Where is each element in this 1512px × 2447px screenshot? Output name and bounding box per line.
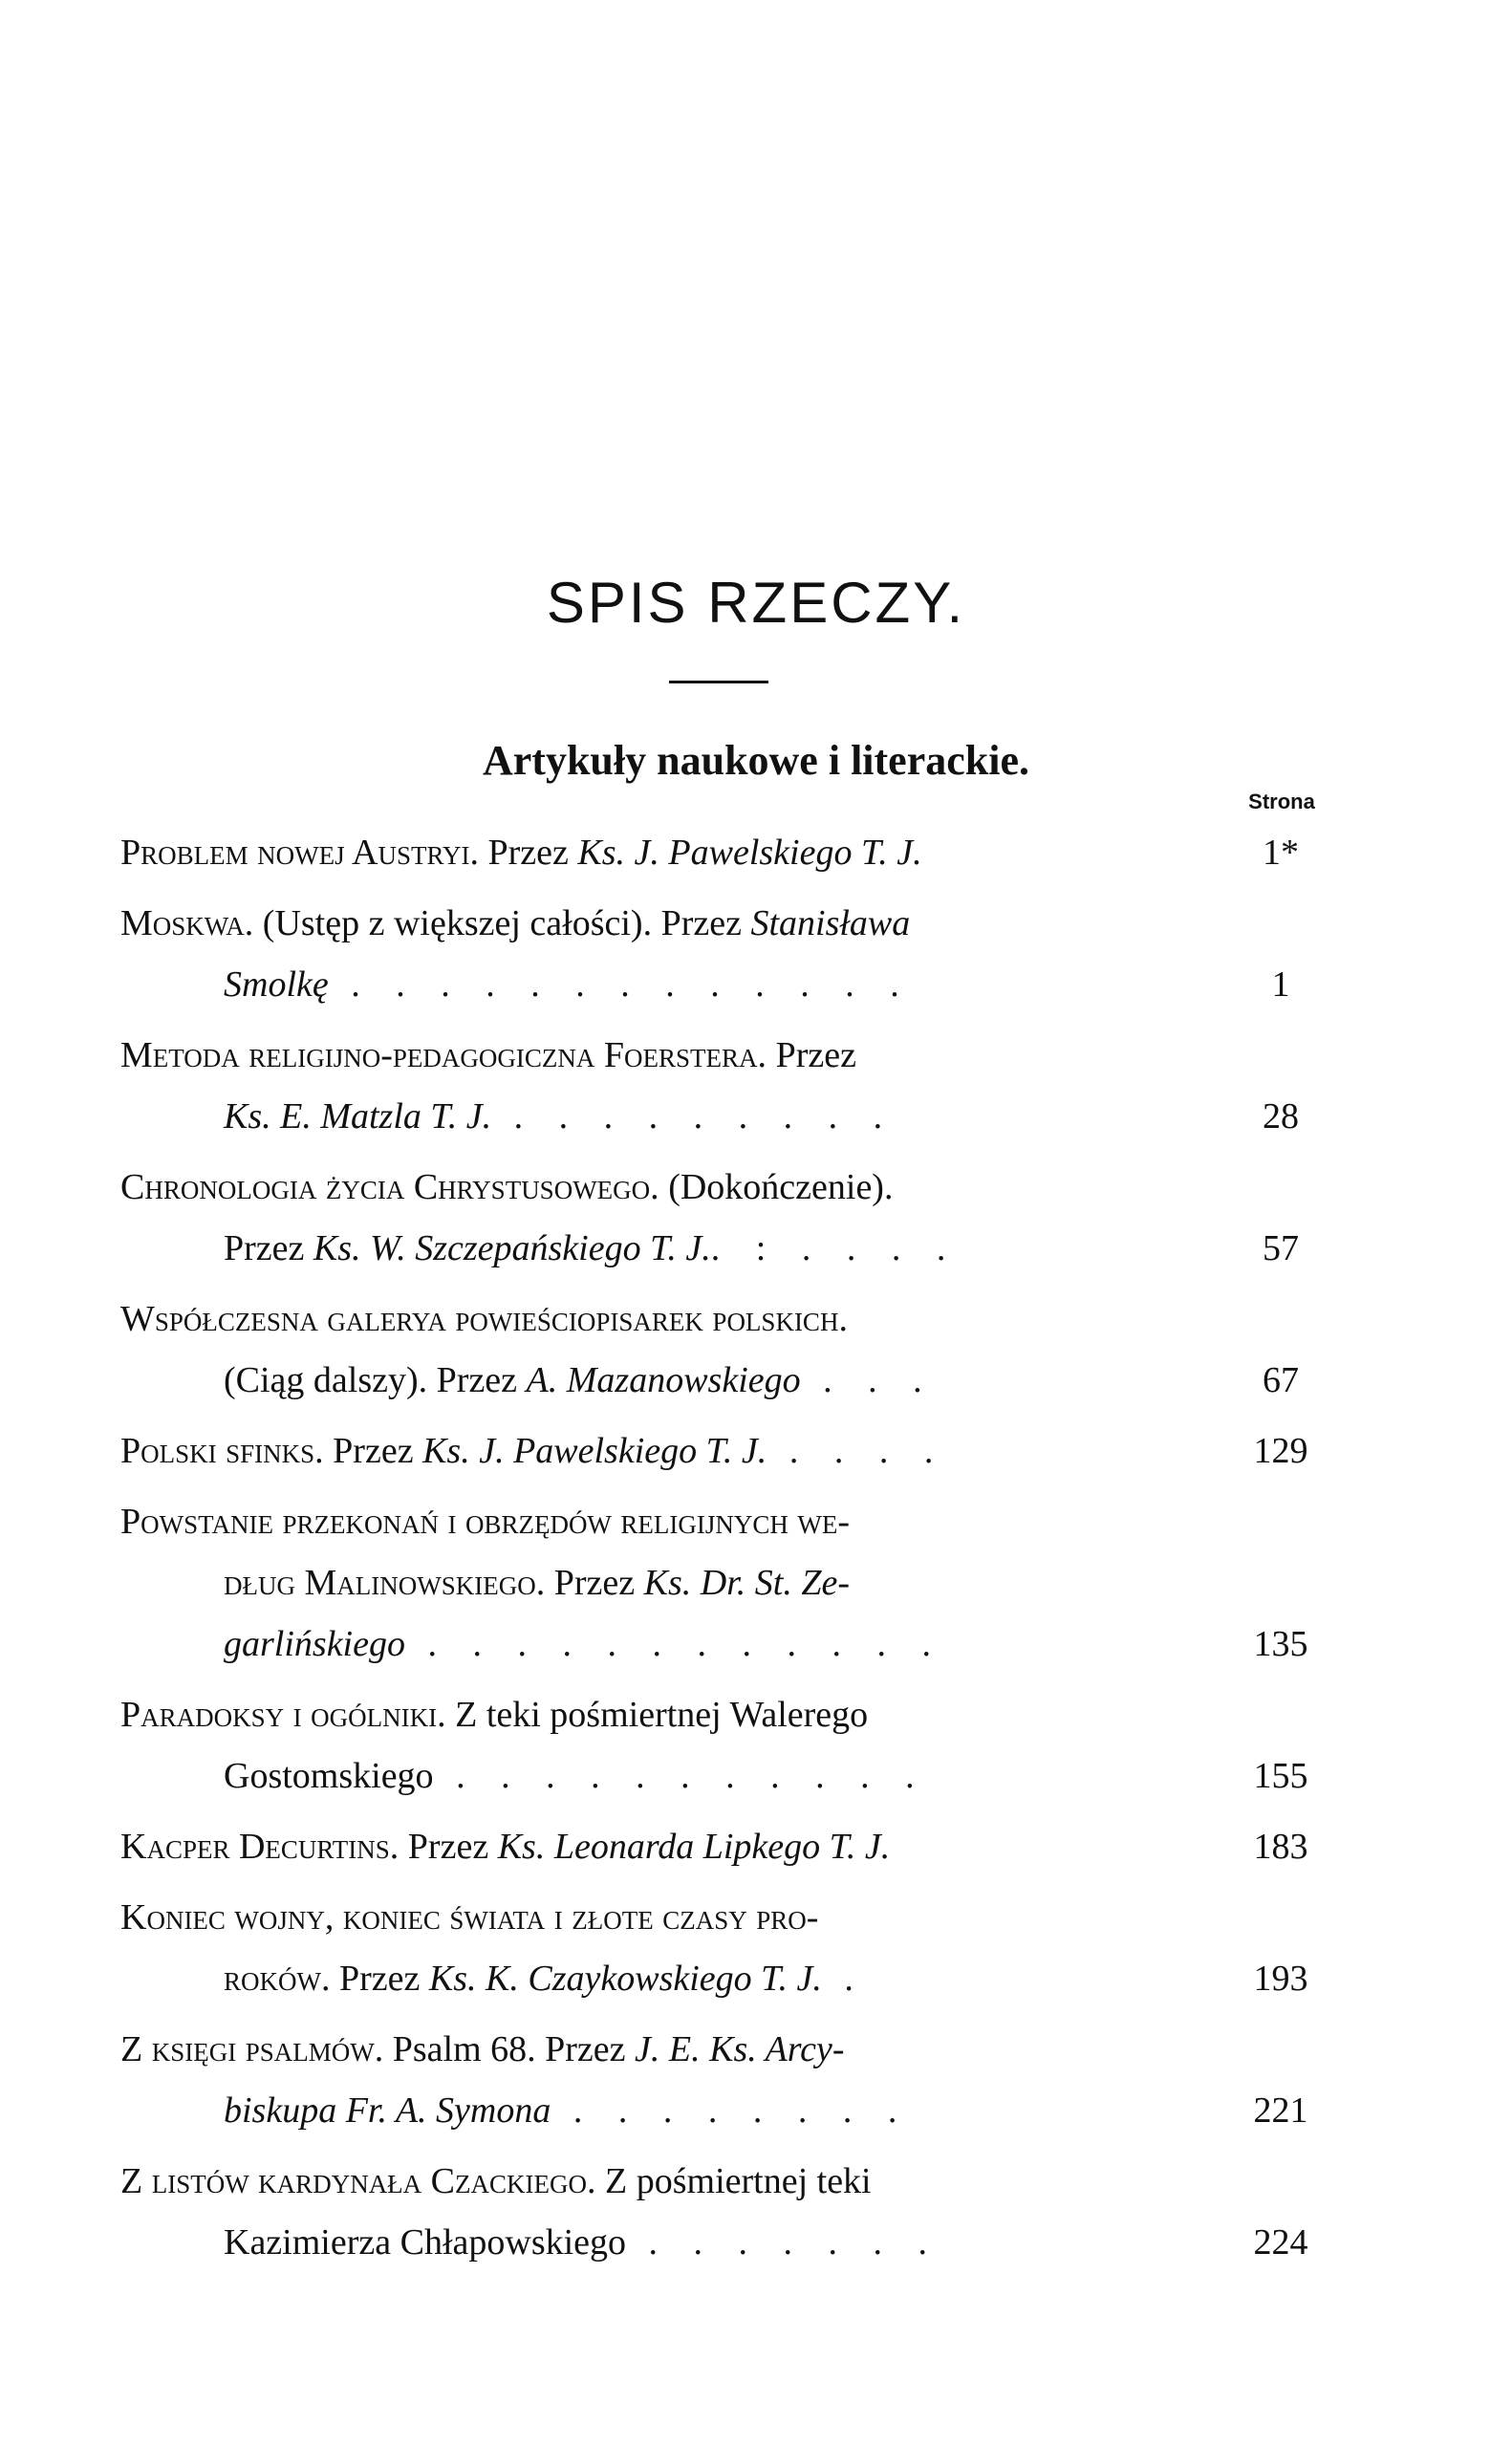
toc-page-number: 67 bbox=[1263, 1360, 1299, 1400]
toc-entry bbox=[120, 1288, 1105, 1411]
toc-entry-line bbox=[120, 1218, 1105, 1279]
toc-entry-line bbox=[120, 2019, 1105, 2080]
toc-entry-text: Przez bbox=[224, 1228, 313, 1268]
toc-entry-line bbox=[120, 1887, 1105, 1948]
toc-entry-line bbox=[120, 1288, 1105, 1350]
toc-entry-text: Psalm 68. Przez bbox=[383, 2029, 636, 2069]
toc-entry-text: Z teki pośmiertnej Walerego bbox=[445, 1695, 869, 1735]
toc-entry-text: Przez bbox=[323, 1431, 423, 1471]
toc-entry bbox=[120, 2151, 1105, 2273]
toc-entry-text: roków. bbox=[224, 1959, 331, 1999]
toc-entry-text: Z księgi psalmów. bbox=[120, 2029, 384, 2069]
toc-page-number: 57 bbox=[1263, 1228, 1299, 1268]
toc-page-number: 155 bbox=[1253, 1756, 1308, 1796]
toc-entry-text: J. E. Ks. Arcy- bbox=[635, 2029, 845, 2069]
dot-leader: . . . bbox=[800, 1360, 936, 1400]
toc-entry-text: Metoda religijno-pedagogiczna Foerstera. bbox=[120, 1035, 767, 1075]
toc-entry-line bbox=[120, 893, 1105, 954]
toc-entry bbox=[120, 2019, 1105, 2141]
toc-entry-text: Ks. E. Matzla T. J. bbox=[224, 1096, 492, 1137]
toc-entry-line bbox=[120, 1613, 1105, 1675]
dot-leader: . . . . bbox=[767, 1431, 947, 1471]
toc-entry-text: Problem nowej Austryi. bbox=[120, 833, 479, 873]
page-column-header: Strona bbox=[1248, 790, 1315, 813]
dot-leader: . . . . . . . . . . . bbox=[433, 1756, 928, 1796]
dot-leader: . . . . . . . . . bbox=[491, 1096, 896, 1137]
toc-entry-line bbox=[120, 2080, 1105, 2141]
toc-entry-text: (Dokończenie). bbox=[659, 1167, 894, 1207]
toc-entry-text: Moskwa. bbox=[120, 903, 254, 943]
toc-entry-text: Smolkę bbox=[224, 964, 329, 1005]
dot-leader: . . . . . . . . . . . . bbox=[404, 1624, 944, 1664]
toc-entry-text: Przez bbox=[479, 833, 578, 873]
toc-entry bbox=[120, 1816, 1105, 1877]
toc-entry bbox=[120, 1157, 1105, 1279]
toc-entry bbox=[120, 1684, 1105, 1807]
toc-entry-line bbox=[120, 1745, 1105, 1807]
toc-entry-text: Ks. K. Czaykowskiego T. J. bbox=[428, 1959, 822, 1999]
toc-entry bbox=[120, 1025, 1105, 1147]
toc-entry-text: Paradoksy i ogólniki. bbox=[120, 1695, 446, 1735]
dot-leader: . . . . . . . . bbox=[551, 2090, 911, 2131]
toc-entry bbox=[120, 1420, 1105, 1482]
toc-entry-line bbox=[120, 1025, 1105, 1086]
toc-entry-text: garlińskiego bbox=[224, 1624, 405, 1664]
page-title: SPIS RZECZY. bbox=[546, 571, 966, 635]
toc-entry-text: Ks. Dr. St. Ze- bbox=[643, 1563, 851, 1603]
toc-entry-text: Gostomskiego bbox=[224, 1756, 434, 1796]
toc-entry-text: Z listów kardynała Czackiego. bbox=[120, 2161, 596, 2201]
toc-entry-text: Koniec wojny, koniec świata i złote czasy pro- bbox=[120, 1897, 819, 1938]
toc-entry-line bbox=[120, 1816, 1105, 1877]
toc-entry-text: Z pośmiertnej teki bbox=[595, 2161, 872, 2201]
toc-entry-text: Przez bbox=[330, 1959, 429, 1999]
toc-entry-line bbox=[120, 1350, 1105, 1411]
toc-entry-text: Ks. Leonarda Lipkego T. J. bbox=[497, 1827, 891, 1867]
dot-leader: . bbox=[821, 1959, 867, 1999]
toc-page-number: 224 bbox=[1253, 2222, 1308, 2263]
toc-page-number: 28 bbox=[1263, 1096, 1299, 1137]
toc-entry-line bbox=[120, 2212, 1105, 2273]
toc-page-number: 183 bbox=[1253, 1827, 1308, 1867]
toc-entry-line bbox=[120, 954, 1105, 1015]
toc-entry-text: (Ciąg dalszy). Przez bbox=[224, 1360, 527, 1400]
toc-entry-text: Przez bbox=[545, 1563, 644, 1603]
toc-page-number: 193 bbox=[1253, 1959, 1308, 1999]
toc-entry-text: Kazimierza Chłapowskiego bbox=[224, 2222, 627, 2263]
toc-entry-text: Ks. J. Pawelskiego T. J. bbox=[422, 1431, 767, 1471]
toc-entry-text: Chronologia życia Chrystusowego. bbox=[120, 1167, 659, 1207]
toc-entry-text: Stanisława bbox=[750, 903, 911, 943]
toc-entry-text: Przez bbox=[399, 1827, 498, 1867]
toc-entry-text: A. Mazanowskiego bbox=[526, 1360, 801, 1400]
toc-entry-text: Polski sfinks. bbox=[120, 1431, 324, 1471]
toc-page-number: 129 bbox=[1253, 1431, 1308, 1471]
toc-page-number: 221 bbox=[1253, 2090, 1308, 2131]
toc-entry bbox=[120, 893, 1105, 1015]
toc-entry-line bbox=[120, 1684, 1105, 1745]
dot-leader: . . . . . . . bbox=[626, 2222, 941, 2263]
toc-entry-line bbox=[120, 1420, 1105, 1482]
toc-page-number: 135 bbox=[1253, 1624, 1308, 1664]
toc-entry-line bbox=[120, 1552, 1105, 1613]
toc-entry-text: Przez bbox=[767, 1035, 856, 1075]
toc-page-number: 1 bbox=[1271, 964, 1290, 1005]
toc-entry-text: Współczesna galerya powieściopisarek polskich. bbox=[120, 1299, 848, 1339]
toc-entry-text: dług Malinowskiego. bbox=[224, 1563, 546, 1603]
toc-entry-text: Kacper Decurtins. bbox=[120, 1827, 400, 1867]
toc-entry-line bbox=[120, 1491, 1105, 1552]
toc-entry-text: Ks. W. Szczepańskiego T. J. bbox=[313, 1228, 711, 1268]
toc-page-number: 1* bbox=[1263, 833, 1299, 873]
toc-entry bbox=[120, 1491, 1105, 1675]
toc-entry-line bbox=[120, 1086, 1105, 1147]
toc-entry-text: biskupa Fr. A. Symona bbox=[224, 2090, 551, 2131]
dot-leader: . : . . . . bbox=[710, 1228, 960, 1268]
section-title: Artykuły naukowe i literackie. bbox=[483, 737, 1029, 784]
toc-entry-line bbox=[120, 1157, 1105, 1218]
toc-entry-line bbox=[120, 1948, 1105, 2009]
toc-entry-text: (Ustęp z większej całości). Przez bbox=[253, 903, 751, 943]
toc-entry-text: Ks. J. Pawelskiego T. J. bbox=[577, 833, 922, 873]
toc-entry bbox=[120, 1887, 1105, 2009]
toc-entry-line bbox=[120, 822, 1105, 883]
toc-entry-line bbox=[120, 2151, 1105, 2212]
toc-entry-text: Powstanie przekonań i obrzędów religijnych we- bbox=[120, 1502, 851, 1542]
toc-entry bbox=[120, 822, 1105, 883]
dot-leader: . . . . . . . . . . . . . bbox=[328, 964, 913, 1005]
